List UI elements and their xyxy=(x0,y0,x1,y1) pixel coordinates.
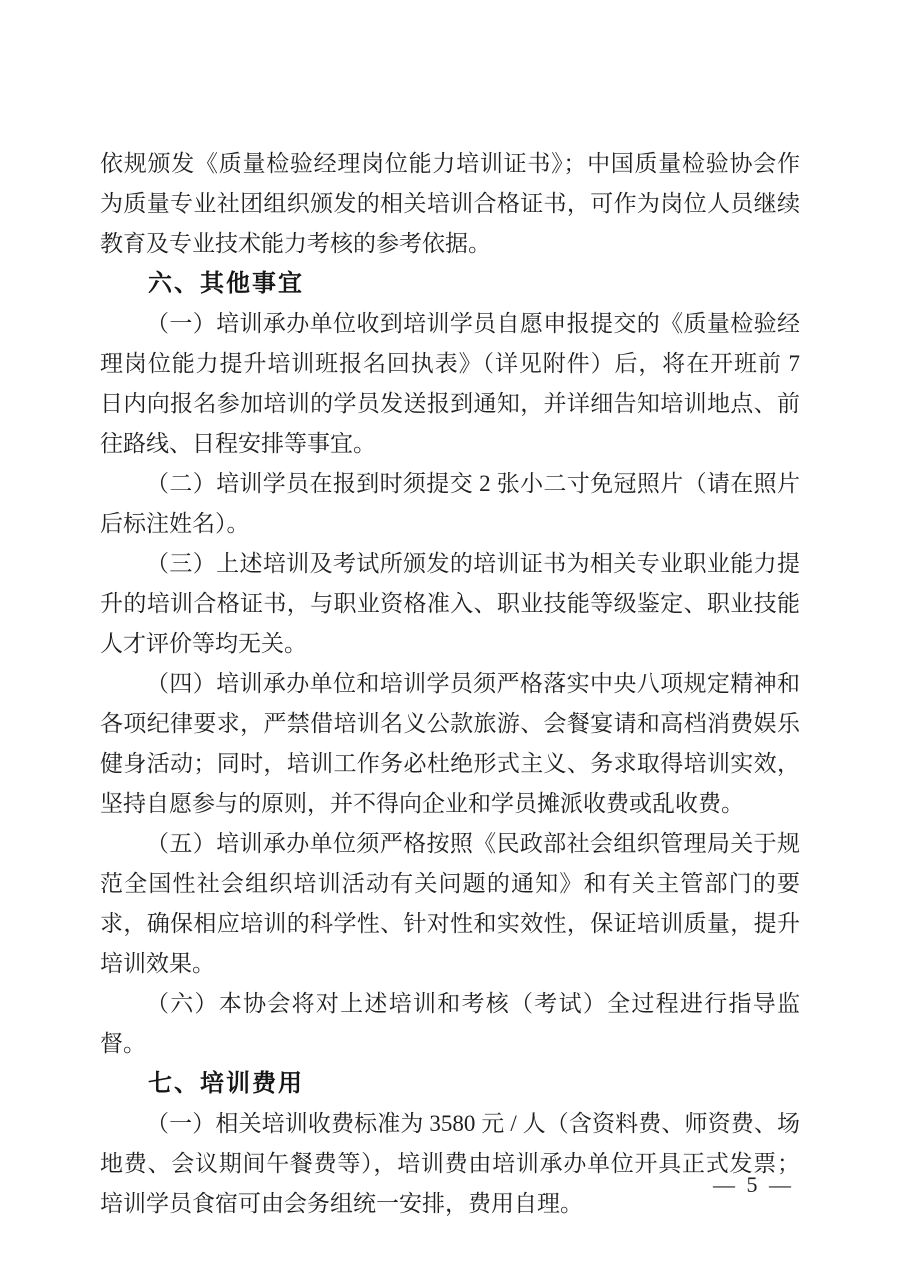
paragraph-section6-item-2: （二）培训学员在报到时须提交 2 张小二寸免冠照片（请在照片后标注姓名）。 xyxy=(100,471,800,536)
paragraph-intro-continuation: 依规颁发《质量检验经理岗位能力培训证书》；中国质量检验协会作为质量专业社团组织颁发的相关培训合格证书，可作为岗位人员继续教育及专业技术能力考核的参考依据。 xyxy=(100,151,800,256)
paragraph-section6-item-3: （三）上述培训及考试所颁发的培训证书为相关专业职业能力提升的培训合格证书，与职业资格准入、职业技能等级鉴定、职业技能人才评价等均无关。 xyxy=(100,551,800,656)
paragraph-section7-item-1: （一）相关培训收费标准为 3580 元 / 人（含资料费、师资费、场地费、会议期间午餐费等），培训费由培训承办单位开具正式发票；培训学员食宿可由会务组统一安排，费用自理。 xyxy=(100,1111,800,1216)
paragraph-section6-item-4: （四）培训承办单位和培训学员须严格落实中央八项规定精神和各项纪律要求，严禁借培训名义公款旅游、会餐宴请和高档消费娱乐健身活动；同时，培训工作务必杜绝形式主义、务求取得培训实效，坚持自愿参与的原则，并不得向企业和学员摊派收费或乱收费。 xyxy=(100,671,800,816)
paragraph-section6-item-1: （一）培训承办单位收到培训学员自愿申报提交的《质量检验经理岗位能力提升培训班报名回执表》（详见附件）后，将在开班前 7 日内向报名参加培训的学员发送报到通知，并详细告知培训地点、前往路线、日程安排等事宜。 xyxy=(100,311,800,456)
paragraph-section6-item-6: （六）本协会将对上述培训和考核（考试）全过程进行指导监督。 xyxy=(100,991,800,1056)
section-heading-other-matters: 六、其他事宜 xyxy=(148,270,304,297)
document-body xyxy=(100,144,800,1224)
section-heading-training-fees: 七、培训费用 xyxy=(148,1070,304,1097)
page-number: — 5 — xyxy=(713,1172,794,1197)
paragraph-section6-item-5: （五）培训承办单位须严格按照《民政部社会组织管理局关于规范全国性社会组织培训活动有关问题的通知》和有关主管部门的要求，确保相应培训的科学性、针对性和实效性，保证培训质量，提升培训效果。 xyxy=(100,831,800,976)
